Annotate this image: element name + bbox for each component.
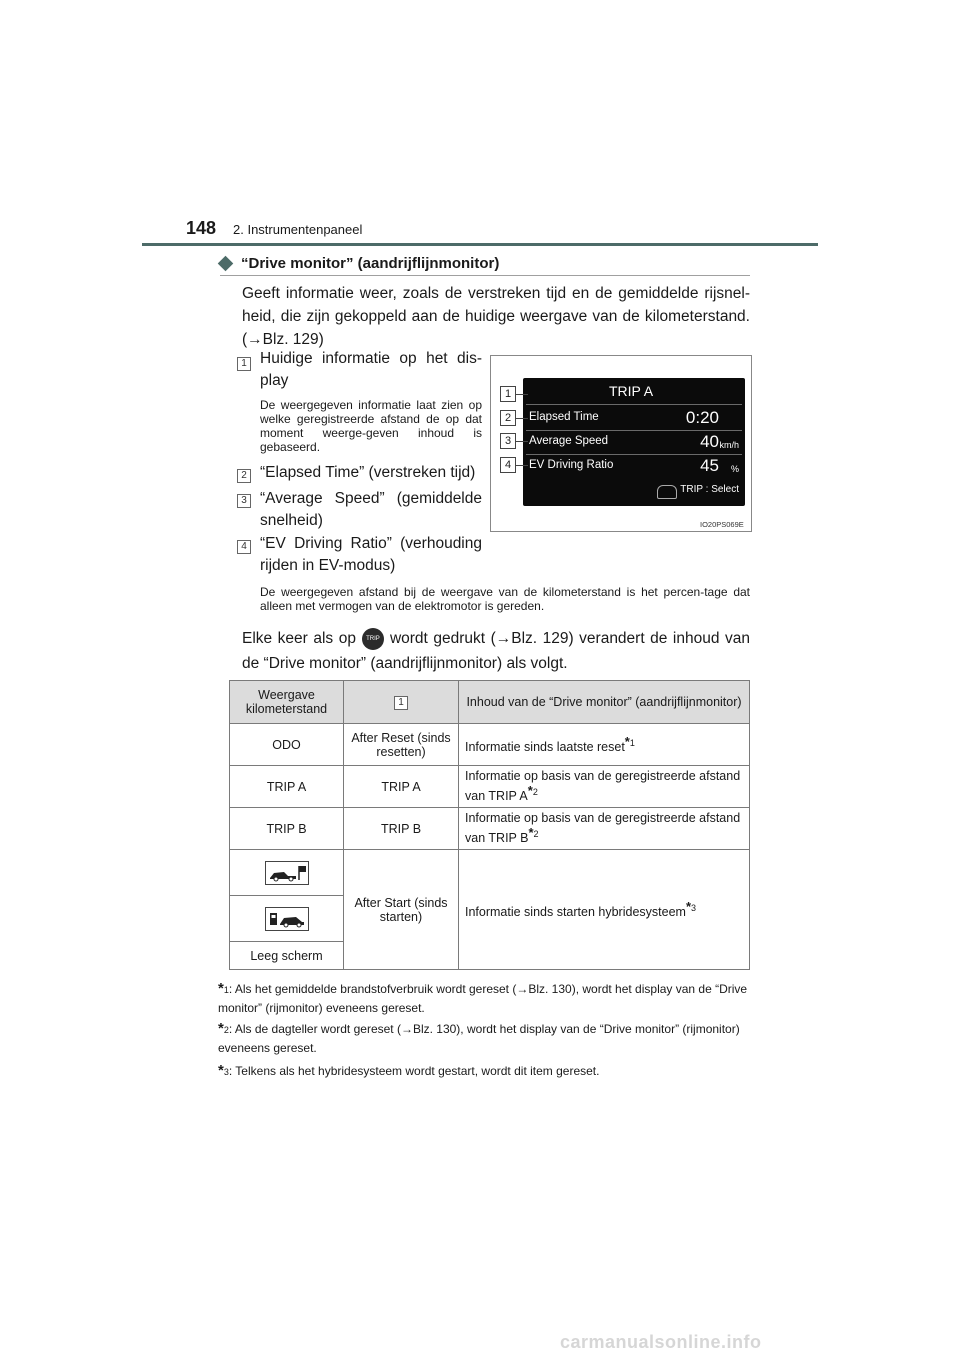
- cell-odo: Leeg scherm: [230, 942, 344, 970]
- display-row-label: Elapsed Time: [529, 411, 599, 423]
- cell-info: After Reset (sinds resetten): [344, 724, 459, 766]
- display-title: TRIP A: [609, 383, 654, 399]
- section-heading: [220, 255, 499, 272]
- display-separator: [526, 430, 742, 431]
- item-1-note: De weergegeven informatie laat zien op welke geregistreerde afstand de op dat moment weerge-geven inhoud is gebaseerd.: [260, 398, 482, 454]
- cell-content-merged: Informatie sinds starten hybridesysteem$^{*3}$: [459, 850, 750, 970]
- callout-leader: [516, 394, 528, 395]
- car-flag-icon: [265, 861, 309, 885]
- item-4-text: “EV Driving Ratio” (verhouding rijden in EV-modus): [260, 535, 482, 574]
- table-row: [230, 724, 750, 766]
- cell-odo-icon: [230, 896, 344, 942]
- cell-odo: ODO: [230, 724, 344, 766]
- display-separator: [526, 454, 742, 455]
- trip-button-icon: TRIP: [362, 628, 384, 650]
- display-separator: [526, 404, 742, 405]
- cell-info: TRIP B: [344, 808, 459, 850]
- item-number-badge: 3: [237, 494, 251, 508]
- fuel-car-icon: [265, 907, 309, 931]
- section-title: “Drive monitor” (aandrijflijnmonitor): [241, 255, 500, 272]
- display-row-unit: %: [730, 464, 739, 474]
- diamond-bullet-icon: [218, 256, 234, 272]
- intro-paragraph: Geeft informatie weer, zoals de verstreken tijd en de gemiddelde rijsnel-heid, die zijn gekoppeld aan de huidige weergave van de kilometerstand. (→Blz. 129): [242, 285, 750, 348]
- cell-info: TRIP A: [344, 766, 459, 808]
- trip-button-paragraph: [242, 626, 750, 676]
- press-text-before: Elke keer als op: [242, 630, 356, 647]
- table-header-row: [230, 681, 750, 724]
- footnote: *2: Als de dagteller wordt gereset (→Blz. 130), wordt het display van de “Drive monitor” (rijmonitor) eveneens gereset.: [218, 1020, 740, 1055]
- callout-badge: 4: [500, 457, 516, 473]
- item-number-badge: 4: [237, 540, 251, 554]
- page-number: 148: [186, 218, 217, 238]
- callout-leader: [516, 418, 528, 419]
- cell-content: Informatie op basis van de geregistreerde afstand van TRIP $B^{*2}$: [459, 808, 750, 850]
- steering-switch-icon: [657, 485, 677, 499]
- press-text-after: wordt gedrukt (→Blz. 129) verandert de inhoud van de “Drive monitor” (aandrijflijnmonitor) als volgt.: [242, 630, 750, 672]
- callout-leader: [516, 441, 528, 442]
- image-code: IO20PS069E: [700, 520, 744, 529]
- item-number-badge: 2: [237, 469, 251, 483]
- multi-information-display: [523, 378, 745, 506]
- table-row: [230, 766, 750, 808]
- footnote: *3: Telkens als het hybridesysteem wordt gestart, wordt dit item gereset.: [218, 1062, 600, 1079]
- cell-odo: TRIP B: [230, 808, 344, 850]
- header-callout: 1: [344, 681, 459, 724]
- item-3-text: “Average Speed” (gemiddelde snelheid): [260, 490, 482, 529]
- display-row-label: EV Driving Ratio: [529, 459, 614, 471]
- cell-info-merged: After Start (sinds starten): [344, 850, 459, 970]
- item-1-text: Huidige informatie op het dis-play: [260, 350, 482, 389]
- callout-badge: 3: [500, 433, 516, 449]
- callout-badge: 2: [500, 410, 516, 426]
- header-odometer: Weergave kilometerstand: [230, 681, 344, 724]
- chapter-title: 2. Instrumentenpaneel: [233, 222, 363, 237]
- display-row-label: Average Speed: [529, 435, 609, 447]
- cell-odo: TRIP A: [230, 766, 344, 808]
- cell-odo-icon: [230, 850, 344, 896]
- item-number-badge: 1: [237, 357, 251, 371]
- table-row: [230, 850, 750, 896]
- display-row-unit: km/h: [719, 440, 739, 450]
- callout-badge: 1: [500, 386, 516, 402]
- item-4-note: De weergegeven afstand bij de weergave van de kilometerstand is het percen-tage dat alleen met vermogen van de elektromotor is gereden.: [260, 585, 750, 613]
- cell-content: Informatie sinds laatste reset$^{*1}$: [459, 724, 750, 766]
- footnote: *1: Als het gemiddelde brandstofverbruik wordt gereset (→Blz. 130), wordt het display van de “Drive monitor” (rijmonitor) eveneens gereset.: [218, 980, 748, 1015]
- display-row-value: 45: [700, 456, 719, 475]
- item-2-text: “Elapsed Time” (verstreken tijd): [260, 464, 476, 481]
- drive-monitor-table: [229, 680, 750, 970]
- callout-leader: [516, 465, 528, 466]
- section-divider: [220, 275, 750, 276]
- watermark: carmanualsonline.info: [560, 1332, 762, 1352]
- cell-content: Informatie op basis van de geregistreerde afstand van TRIP $A^{*2}$: [459, 766, 750, 808]
- header-content: Inhoud van de “Drive monitor” (aandrijflijnmonitor): [459, 681, 750, 724]
- display-row-value: 0:20: [685, 408, 719, 427]
- header-divider: [142, 243, 818, 246]
- table-row: [230, 808, 750, 850]
- display-footer: TRIP : Select: [680, 484, 739, 495]
- display-row-value: 40: [700, 432, 719, 451]
